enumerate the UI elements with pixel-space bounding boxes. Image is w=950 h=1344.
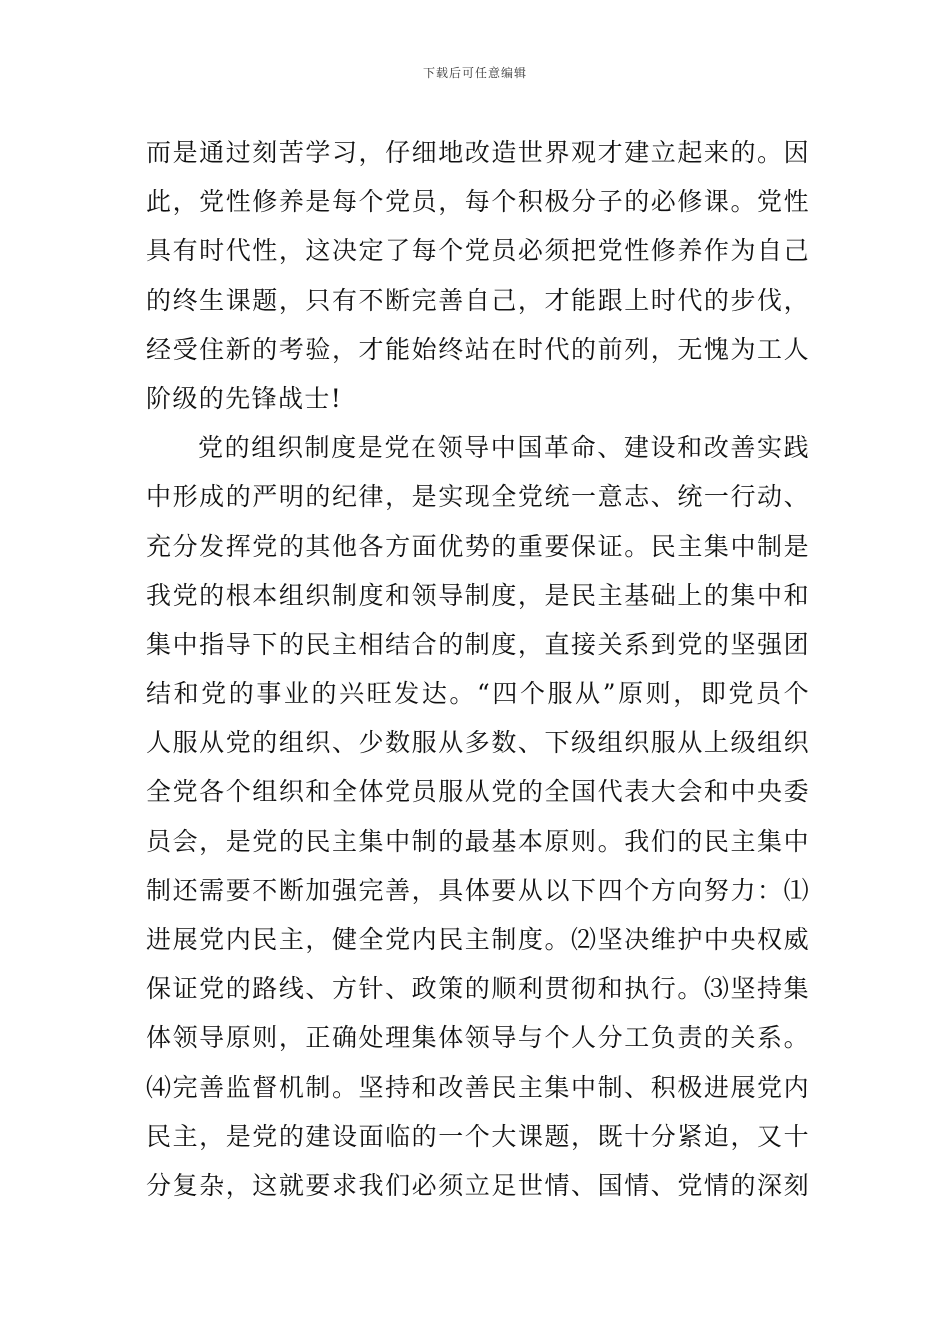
text-line: 民主，是党的建设面临的一个大课题，既十分紧迫，又十 xyxy=(146,1121,810,1151)
text-line: 此，党性修养是每个党员，每个积极分子的必修课。党性 xyxy=(146,187,810,217)
page-header: 下载后可任意编辑 xyxy=(422,66,527,80)
text-line: 制还需要不断加强完善，具体要从以下四个方向努力：⑴ xyxy=(146,875,810,905)
text-line: ⑷完善监督机制。坚持和改善民主集中制、积极进展党内 xyxy=(146,1072,810,1102)
paragraph-1 xyxy=(146,128,810,423)
document-body xyxy=(146,128,810,1210)
text-line: 进展党内民主，健全党内民主制度。⑵坚决维护中央权威 xyxy=(146,925,810,954)
text-line: 结和党的事业的兴旺发达。“四个服从”原则，即党员个 xyxy=(146,679,810,709)
text-line: 体领导原则，正确处理集体领导与个人分工负责的关系。 xyxy=(146,1023,810,1053)
text-line: 保证党的路线、方针、政策的顺利贯彻和执行。⑶坚持集 xyxy=(146,974,810,1004)
text-line: 分复杂，这就要求我们必须立足世情、国情、党情的深刻 xyxy=(146,1170,810,1200)
text-line: 员会，是党的民主集中制的最基本原则。我们的民主集中 xyxy=(146,826,810,856)
text-line: 全党各个组织和全体党员服从党的全国代表大会和中央委 xyxy=(146,777,810,807)
text-line: 人服从党的组织、少数服从多数、下级组织服从上级组织 xyxy=(146,728,810,758)
text-line: 具有时代性，这决定了每个党员必须把党性修养作为自己 xyxy=(146,236,810,266)
text-line: 经受住新的考验，才能始终站在时代的前列，无愧为工人 xyxy=(146,334,810,364)
text-line: 我党的根本组织制度和领导制度，是民主基础上的集中和 xyxy=(146,580,810,610)
text-line: 集中指导下的民主相结合的制度，直接关系到党的坚强团 xyxy=(146,629,810,659)
text-line: 阶级的先锋战士! xyxy=(146,383,343,413)
text-line: 的终生课题，只有不断完善自己，才能跟上时代的步伐， xyxy=(146,285,810,315)
paragraph-2 xyxy=(146,423,810,1210)
text-line: 而是通过刻苦学习，仔细地改造世界观才建立起来的。因 xyxy=(146,138,810,167)
text-line: 充分发挥党的其他各方面优势的重要保证。民主集中制是 xyxy=(146,531,810,561)
text-line: 中形成的严明的纪律，是实现全党统一意志、统一行动、 xyxy=(146,482,810,512)
text-line: 党的组织制度是党在领导中国革命、建设和改善实践 xyxy=(198,433,810,463)
